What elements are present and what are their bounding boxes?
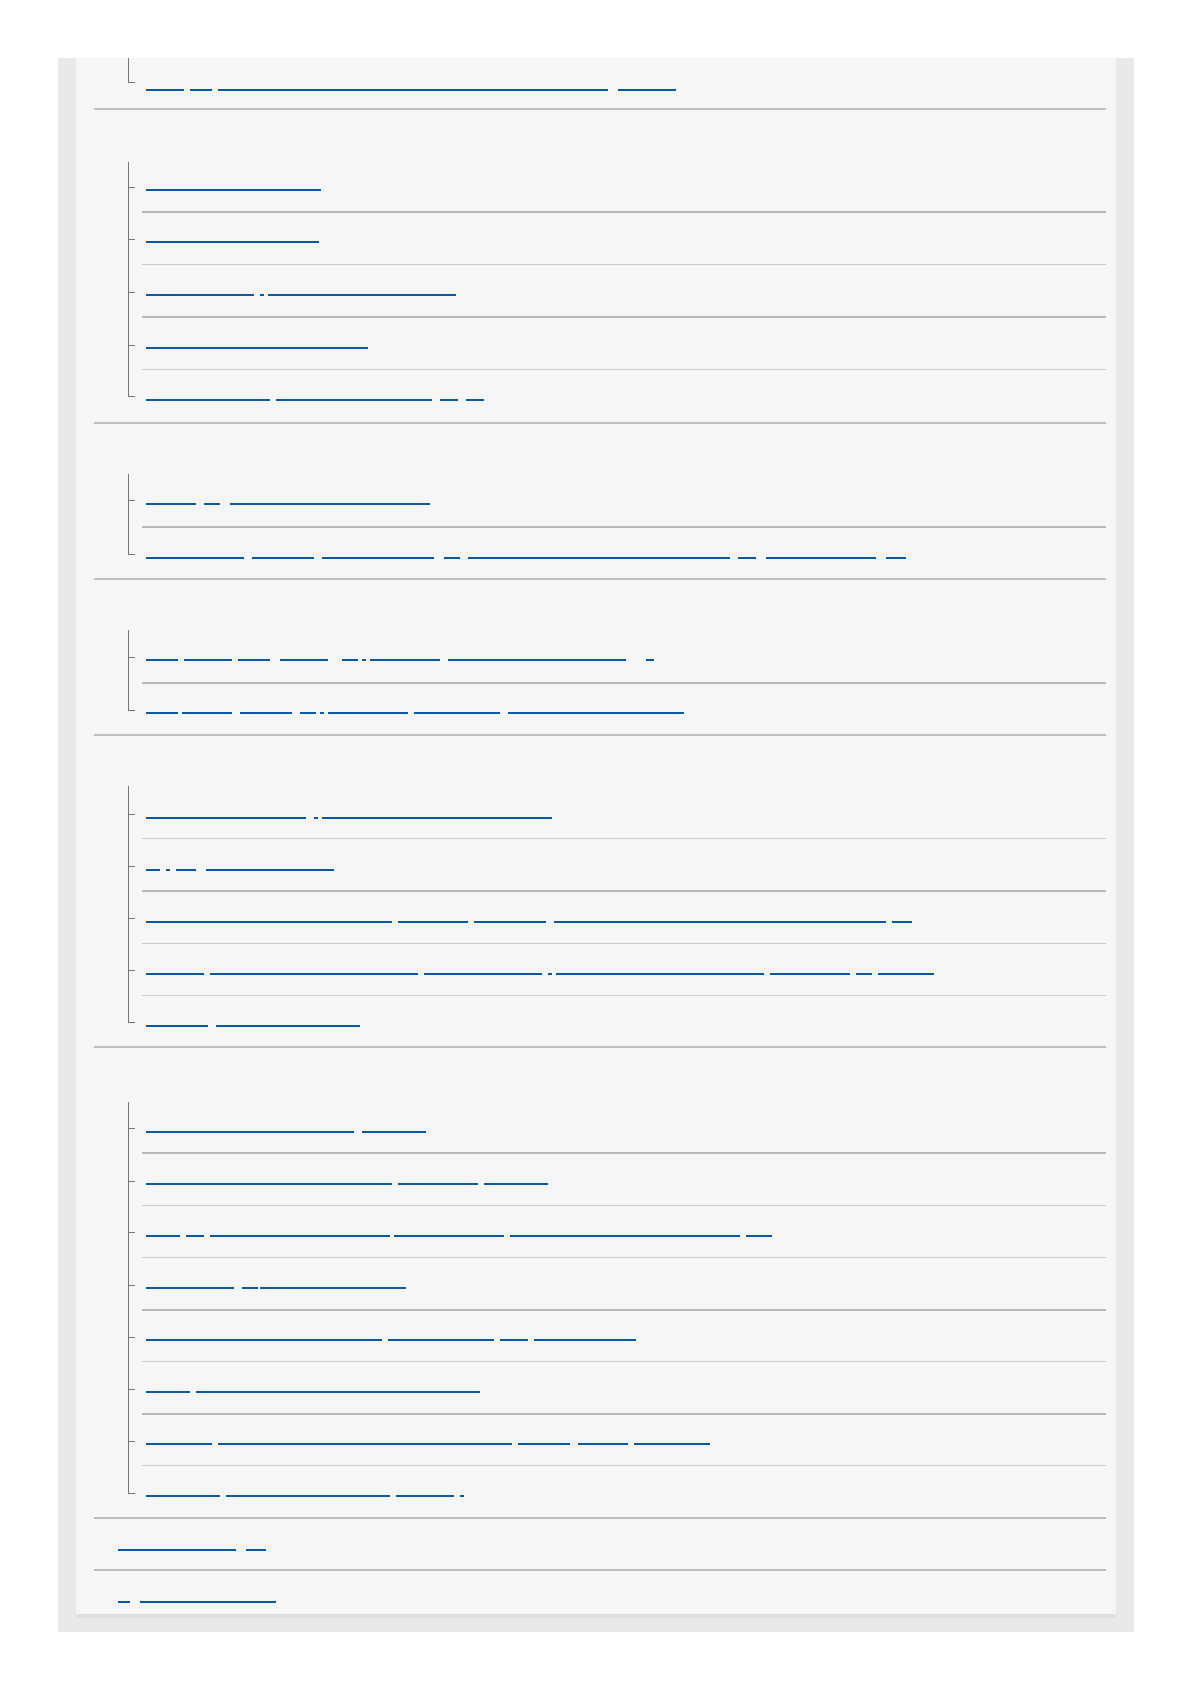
section-divider <box>94 108 1106 110</box>
link-underline <box>146 921 392 923</box>
link-underline <box>140 1601 276 1603</box>
link-underline <box>746 1235 772 1237</box>
link-underline <box>362 659 366 661</box>
item-divider <box>142 1152 1106 1154</box>
link-underline <box>146 1391 190 1393</box>
link-underline <box>216 1025 360 1027</box>
link-underline <box>176 869 196 871</box>
toc-link[interactable] <box>146 1374 480 1394</box>
link-underline <box>388 1339 494 1341</box>
toc-link[interactable] <box>146 540 906 560</box>
link-underline <box>146 1235 180 1237</box>
toc-link[interactable] <box>146 330 368 350</box>
item-divider <box>142 1257 1106 1258</box>
link-underline <box>210 973 418 975</box>
tree-line <box>128 1102 129 1494</box>
link-underline <box>342 659 358 661</box>
toc-link[interactable] <box>146 1478 464 1498</box>
link-underline <box>460 1495 464 1497</box>
tree-elbow <box>128 239 135 240</box>
link-underline <box>186 1235 204 1237</box>
section-divider <box>94 422 1106 424</box>
toc-link[interactable] <box>146 642 654 662</box>
tree-line <box>128 786 129 1022</box>
item-divider <box>142 1309 1106 1311</box>
link-underline <box>770 973 850 975</box>
tree-line <box>128 630 129 710</box>
link-underline <box>252 557 314 559</box>
tree-line <box>128 58 129 82</box>
link-underline <box>440 399 458 401</box>
tree-elbow <box>128 82 135 83</box>
item-divider <box>142 838 1106 839</box>
toc-link[interactable] <box>146 1218 772 1238</box>
link-underline <box>448 659 626 661</box>
tree-elbow <box>128 396 135 397</box>
link-underline <box>146 869 160 871</box>
link-underline <box>634 1443 710 1445</box>
link-underline <box>218 1443 512 1445</box>
link-underline <box>146 399 270 401</box>
link-underline <box>320 712 324 714</box>
link-underline <box>394 1235 504 1237</box>
link-underline <box>146 817 306 819</box>
link-underline <box>146 557 244 559</box>
toc-link[interactable] <box>146 382 484 402</box>
link-underline <box>146 241 319 243</box>
link-underline <box>314 817 318 819</box>
tree-elbow <box>128 710 135 711</box>
link-underline <box>322 817 552 819</box>
link-underline <box>328 712 408 714</box>
link-underline <box>196 1391 480 1393</box>
item-divider <box>142 369 1106 370</box>
link-underline <box>466 399 484 401</box>
link-underline <box>118 1549 236 1551</box>
link-underline <box>548 973 552 975</box>
tree-elbow <box>128 292 135 293</box>
link-underline <box>444 557 460 559</box>
tree-elbow <box>128 1337 135 1338</box>
link-underline <box>146 1131 354 1133</box>
toc-link[interactable] <box>146 904 912 924</box>
link-underline <box>468 557 730 559</box>
section-divider <box>94 734 1106 736</box>
toc-link[interactable] <box>146 1322 636 1342</box>
link-underline <box>554 921 886 923</box>
link-underline <box>398 1183 478 1185</box>
link-underline <box>184 659 232 661</box>
item-divider <box>142 1205 1106 1206</box>
tree-line <box>128 474 129 554</box>
link-underline <box>182 712 232 714</box>
tree-elbow <box>128 345 135 346</box>
link-underline <box>146 973 204 975</box>
link-underline <box>646 659 654 661</box>
link-underline <box>500 1339 528 1341</box>
tree-elbow <box>128 1441 135 1442</box>
tree-elbow <box>128 657 135 658</box>
toc-link[interactable] <box>146 956 934 976</box>
toc-link[interactable] <box>146 1426 710 1446</box>
section-divider <box>94 1046 1106 1048</box>
item-divider <box>142 316 1106 318</box>
tree-elbow <box>128 1181 135 1182</box>
link-underline <box>268 294 456 296</box>
toc-link[interactable] <box>146 72 676 92</box>
section-divider <box>94 1517 1106 1519</box>
toc-top-link[interactable] <box>118 1584 276 1604</box>
panel-bottom-edge <box>76 1614 1116 1618</box>
tree-elbow <box>128 918 135 919</box>
link-underline <box>322 557 434 559</box>
toc-link[interactable] <box>146 224 319 244</box>
link-underline <box>146 294 254 296</box>
link-underline <box>892 921 912 923</box>
link-underline <box>518 1443 570 1445</box>
link-underline <box>146 1287 234 1289</box>
link-underline <box>510 1235 740 1237</box>
link-underline <box>118 1601 130 1603</box>
link-underline <box>414 712 500 714</box>
link-underline <box>146 1495 220 1497</box>
tree-elbow <box>128 814 135 815</box>
link-underline <box>878 973 934 975</box>
link-underline <box>146 1025 208 1027</box>
tree-elbow <box>128 554 135 555</box>
link-underline <box>556 973 764 975</box>
item-divider <box>142 943 1106 944</box>
link-underline <box>474 921 546 923</box>
link-underline <box>856 973 872 975</box>
link-underline <box>146 347 368 349</box>
link-underline <box>276 399 432 401</box>
section-divider <box>94 578 1106 580</box>
link-underline <box>396 1495 454 1497</box>
toc-link[interactable] <box>146 1114 426 1134</box>
link-underline <box>534 1339 636 1341</box>
tree-elbow <box>128 500 135 501</box>
link-underline <box>146 1443 212 1445</box>
link-underline <box>146 89 184 91</box>
link-underline <box>190 89 212 91</box>
link-underline <box>146 1339 382 1341</box>
link-underline <box>242 1287 258 1289</box>
link-underline <box>146 1183 392 1185</box>
link-underline <box>260 294 264 296</box>
link-underline <box>230 503 430 505</box>
toc-link[interactable] <box>146 277 456 297</box>
link-underline <box>238 659 270 661</box>
link-underline <box>280 659 328 661</box>
toc-top-link[interactable] <box>118 1532 266 1552</box>
item-divider <box>142 526 1106 528</box>
tree-elbow <box>128 1389 135 1390</box>
link-underline <box>204 503 220 505</box>
tree-elbow <box>128 1493 135 1494</box>
link-underline <box>738 557 756 559</box>
link-underline <box>240 712 292 714</box>
link-underline <box>166 869 170 871</box>
link-underline <box>206 869 334 871</box>
item-divider <box>142 1361 1106 1362</box>
link-underline <box>260 1287 406 1289</box>
toc-link[interactable] <box>146 852 334 872</box>
link-underline <box>370 659 440 661</box>
item-divider <box>142 264 1106 265</box>
link-underline <box>218 89 608 91</box>
tree-line <box>128 162 129 396</box>
link-underline <box>146 189 321 191</box>
item-divider <box>142 211 1106 213</box>
item-divider <box>142 682 1106 684</box>
tree-elbow <box>128 1232 135 1233</box>
toc-link[interactable] <box>146 1008 360 1028</box>
link-underline <box>210 1235 390 1237</box>
link-underline <box>146 659 178 661</box>
link-underline <box>362 1131 426 1133</box>
tree-elbow <box>128 1022 135 1023</box>
tree-elbow <box>128 187 135 188</box>
toc-link[interactable] <box>146 695 684 715</box>
item-divider <box>142 890 1106 892</box>
link-underline <box>766 557 876 559</box>
link-underline <box>484 1183 548 1185</box>
item-divider <box>142 995 1106 996</box>
tree-elbow <box>128 970 135 971</box>
tree-elbow <box>128 1128 135 1129</box>
link-underline <box>578 1443 628 1445</box>
link-underline <box>146 503 196 505</box>
link-underline <box>246 1549 266 1551</box>
link-underline <box>226 1495 390 1497</box>
link-underline <box>508 712 684 714</box>
toc-link[interactable] <box>146 800 552 820</box>
item-divider <box>142 1465 1106 1466</box>
link-underline <box>618 89 676 91</box>
link-underline <box>146 712 178 714</box>
link-underline <box>398 921 468 923</box>
item-divider <box>142 1413 1106 1415</box>
link-underline <box>886 557 906 559</box>
toc-link[interactable] <box>146 1166 548 1186</box>
toc-link[interactable] <box>146 172 321 192</box>
toc-link[interactable] <box>146 486 430 506</box>
link-underline <box>300 712 316 714</box>
tree-elbow <box>128 866 135 867</box>
section-divider <box>94 1569 1106 1571</box>
toc-link[interactable] <box>146 1270 406 1290</box>
tree-elbow <box>128 1285 135 1286</box>
link-underline <box>424 973 542 975</box>
